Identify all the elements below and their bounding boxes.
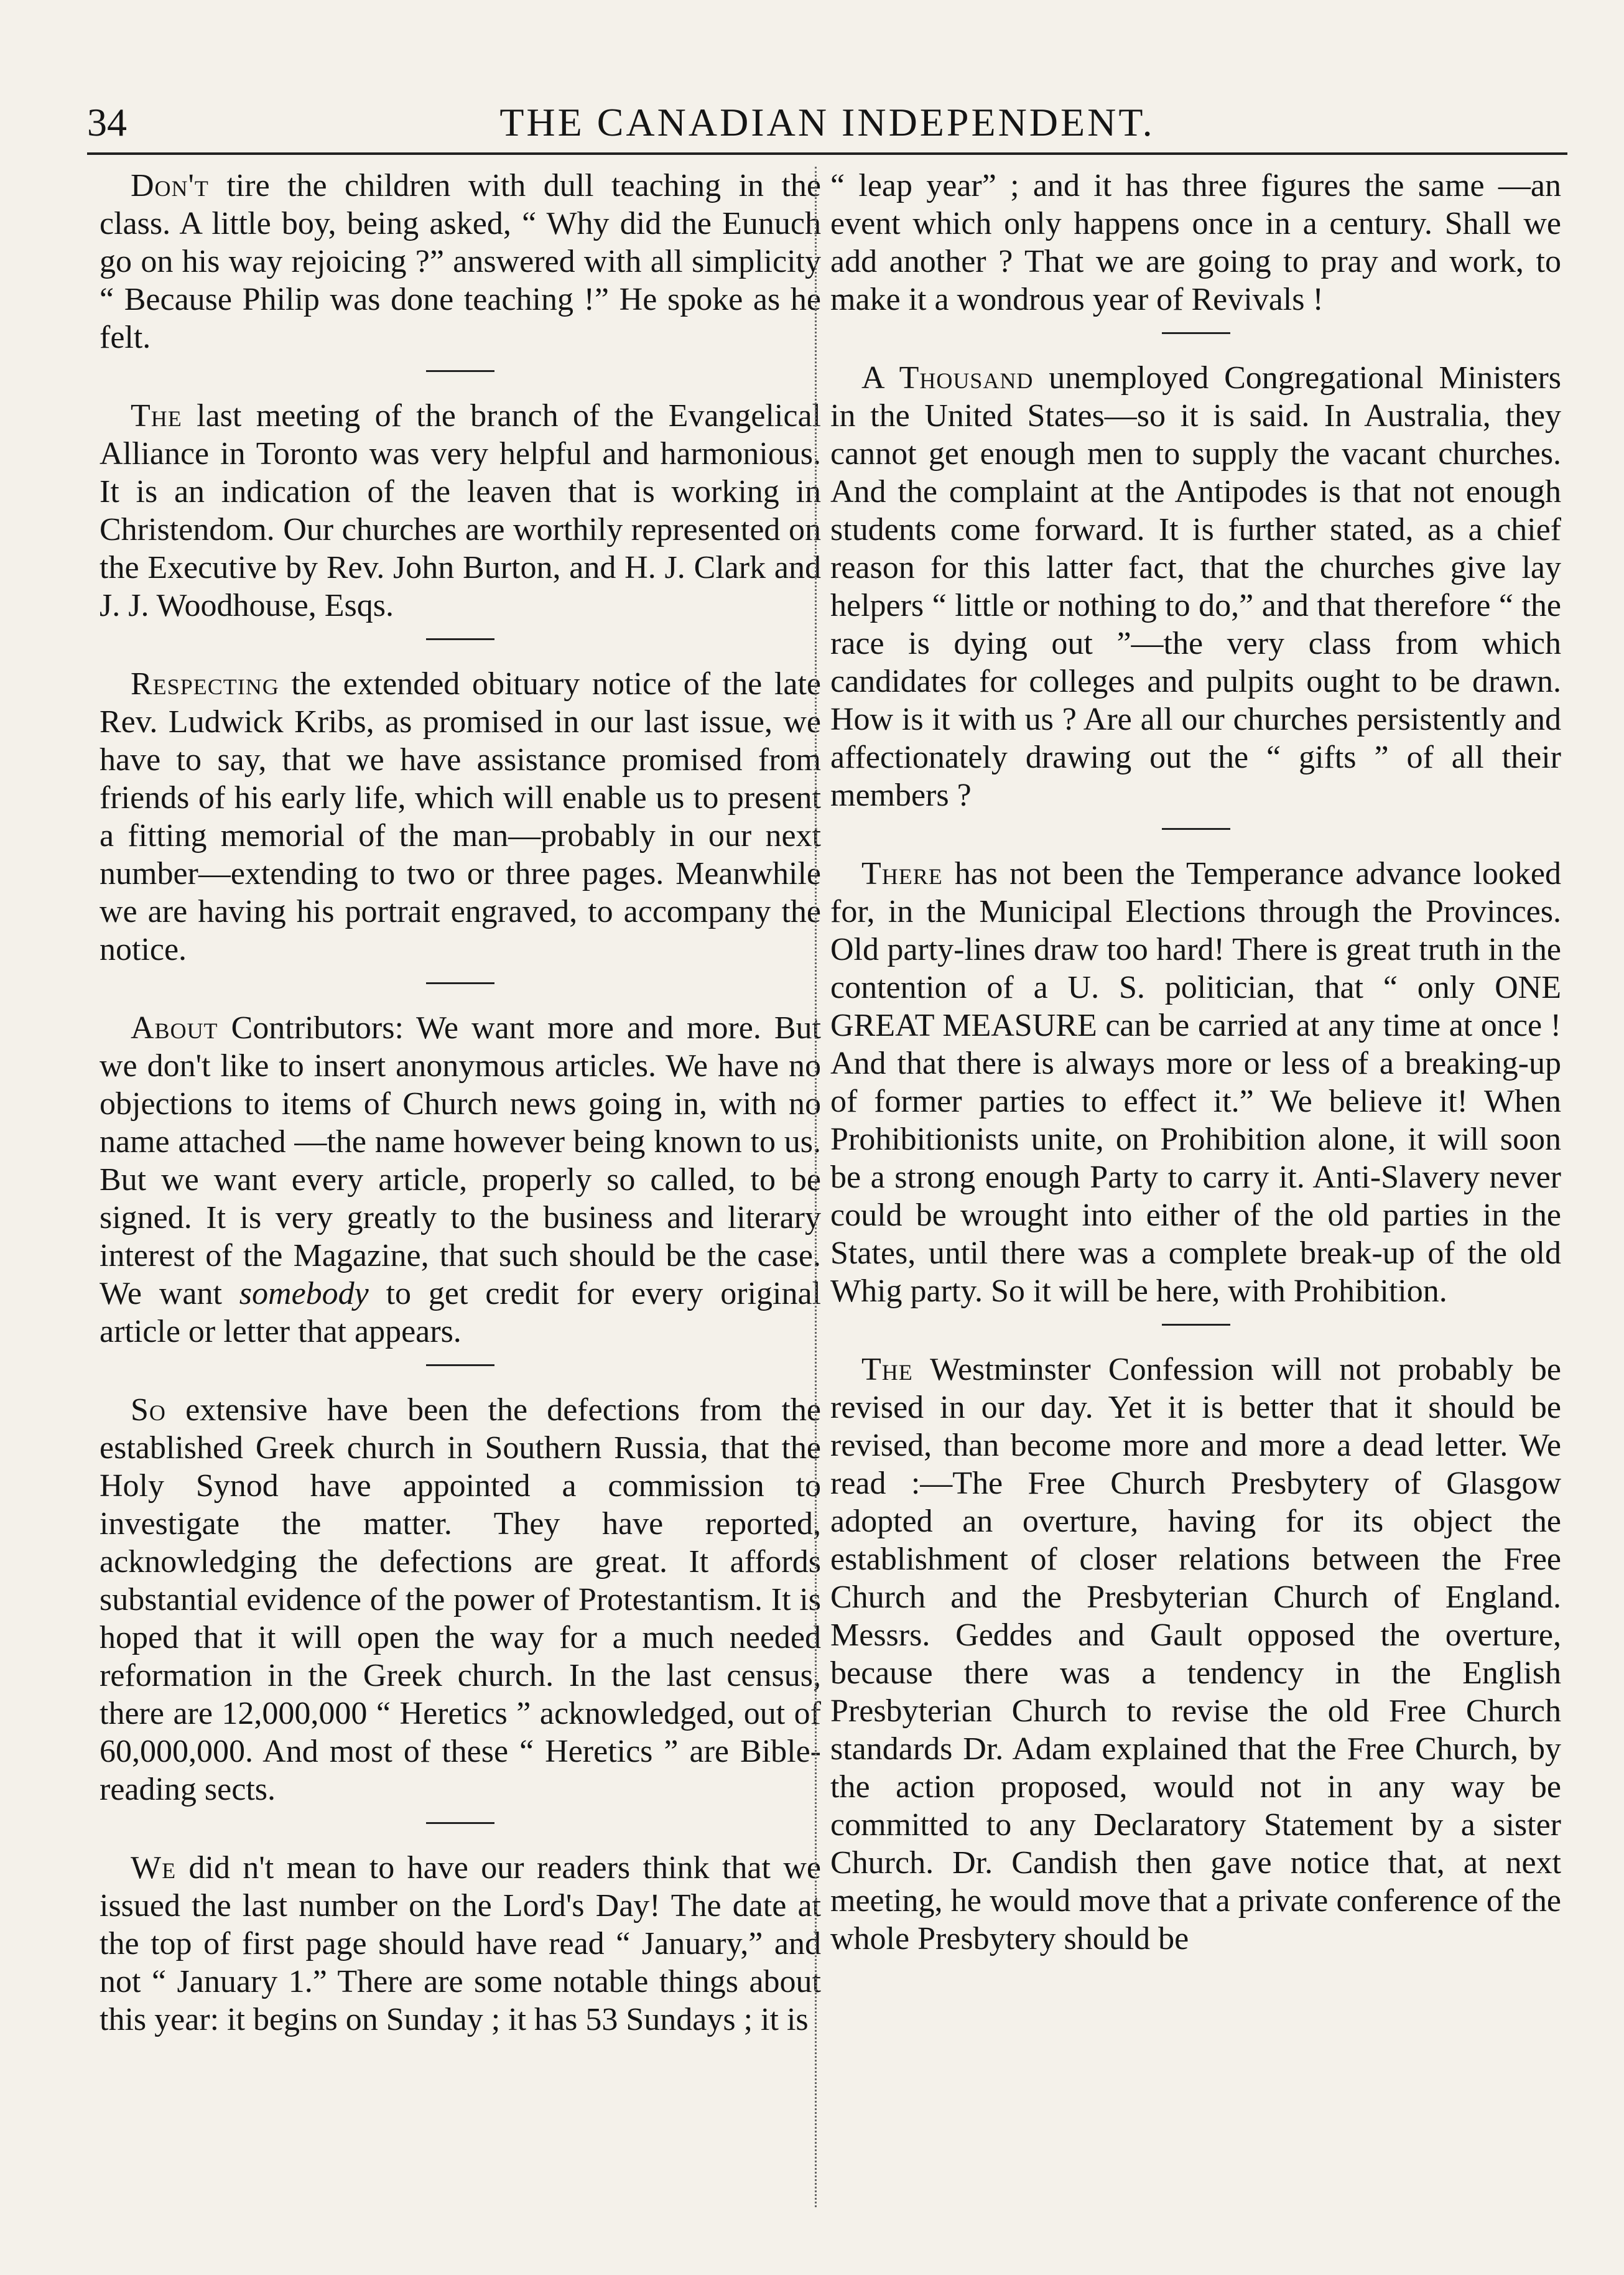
paragraph-text: tire the children with dull teaching in the class. A little boy, being asked, “ Why did the Eunuch go on his way rejoicing ?” answered with all simplicity “ Because Philip was done teaching !” He spoke as he felt. [100, 168, 821, 355]
section-rule [426, 638, 494, 640]
section-rule [426, 982, 494, 984]
paragraph-text: unemployed Congregational Ministers in the United States—so it is said. In Australia, they cannot get enough men to supply the vacant churches. And the complaint at the Antipodes is that not enough students come forward. It is further stated, as a chief reason for this latter fact, that the churches give lay helpers “ little or nothing to do,” and that therefore “ the race is dying out ”—the very class from which candidates for colleges and pulpits ought to be drawn. How is it with us ? Are all our churches persistently and affectionately drawing out the “ gifts ” of all their members ? [830, 360, 1561, 813]
section-rule [426, 370, 494, 372]
paragraph-text: extensive have been the defections from the established Greek church in Southern Russia, that the Holy Synod have appointed a commission to investigate the matter. They have reported, acknowledging the defections are great. It affords substantial evidence of the power of Protestantism. It is hoped that it will open the way for a much needed reformation in the Greek church. In the last census, there are 12,000,000 “ Heretics ” acknowledged, out of 60,000,000. And most of these “ Heretics ” are Bible-reading sects. [100, 1392, 821, 1807]
paragraph-text: did n't mean to have our readers think that we issued the last number on the Lord's Day! The date at the top of first page should have read “ January,” and not “ January 1.” There are some notable things about this year: it begins on Sunday ; it has 53 Sundays ; it is [100, 1850, 821, 2037]
left-column [100, 167, 821, 2045]
section-rule [1162, 828, 1230, 830]
paragraph [830, 855, 1561, 1310]
paragraph [830, 359, 1561, 814]
paragraph [100, 167, 821, 356]
paragraph [100, 1849, 821, 2039]
paragraph-lead: So [131, 1392, 166, 1428]
paragraph-text: to get credit for every original article or letter that appears. [100, 1276, 822, 1349]
section-rule [426, 1822, 494, 1824]
paragraph-lead: A Thousand [861, 360, 1034, 396]
paragraph-lead: Respecting [131, 666, 279, 702]
paragraph-text: has not been the Temperance advance looked for, in the Municipal Elections through the Provinces. Old party-lines draw too hard! There is great truth in the contention of a U. S. politician, that “ only ONE GREAT MEASURE can be carried at any time at once ! And that there is always more or less of a breaking-up of former parties to effect it.” We believe it! When Prohibitionists unite, on Prohibition alone, it will soon be a strong enough Party to carry it. Anti-Slavery never could be wrought into either of the old parties in the States, until there was a complete break-up of the old Whig party. So it will be here, with Prohibition. [830, 856, 1561, 1309]
paragraph [100, 1009, 821, 1351]
paragraph [100, 397, 821, 625]
section-rule [1162, 1324, 1230, 1326]
paragraph [100, 1391, 821, 1808]
paragraph-lead: Don't [131, 168, 209, 203]
paragraph-text: Contributors: We want more and more. But we don't like to insert anonymous articles. We have no objections to items of Church news going in, with no name attached —the name however being known to us. But we want every article, properly so called, to be signed. It is very greatly to the business and literary interest of the Magazine, that such should be the case. We want [100, 1010, 821, 1311]
paragraph-lead: The [131, 398, 182, 434]
page-number: 34 [87, 100, 127, 144]
paragraph-lead: About [131, 1010, 218, 1046]
emphasis: somebody [239, 1276, 369, 1311]
paragraph-text: the extended obituary notice of the late Rev. Ludwick Kribs, as promised in our last issue, we have to say, that we have assistance promised from friends of his early life, which will enable us to present a fitting memorial of the man—probably in our next number—extending to two or three pages. Meanwhile we are having his portrait engraved, to accompany the notice. [100, 666, 821, 967]
page-header [87, 93, 1567, 155]
paragraph-text: last meeting of the branch of the Evangelical Alliance in Toronto was very helpful and harmonious. It is an indication of the leaven that is working in Christendom. Our churches are worthily represented on the Executive by Rev. John Burton, and H. J. Clark and J. J. Woodhouse, Esqs. [100, 398, 821, 623]
paragraph-lead: We [131, 1850, 177, 1886]
paragraph [830, 167, 1561, 319]
paragraph-lead: There [861, 856, 943, 891]
section-rule [1162, 332, 1230, 334]
journal-title: THE CANADIAN INDEPENDENT. [499, 100, 1155, 144]
right-column [830, 167, 1561, 1964]
paragraph [830, 1351, 1561, 1958]
column-divider [815, 167, 817, 2207]
paragraph-text: Westminster Confession will not probably be revised in our day. Yet it is better that it should be revised, than become more and more a dead letter. We read :—The Free Church Presbytery of Glasgow adopted an overture, having for its object the establishment of closer relations between the Free Church and the Presbyterian Church of England. Messrs. Geddes and Gault opposed the overture, because there was a tendency in the English Presbyterian Church to revise the old Free Church standards Dr. Adam explained that the Free Church, by the action proposed, would not in any way be committed to any Declaratory Statement by a sister Church. Dr. Candish then gave notice that, at next meeting, he would move that a private conference of the whole Presbytery should be [830, 1352, 1561, 1956]
paragraph-lead: The [861, 1352, 913, 1387]
paragraph [100, 665, 821, 969]
section-rule [426, 1364, 494, 1366]
paragraph-text: “ leap year” ; and it has three figures the same —an event which only happens once in a century. Shall we add another ? That we are going to pray and work, to make it a wondrous year of Revivals ! [830, 168, 1561, 317]
